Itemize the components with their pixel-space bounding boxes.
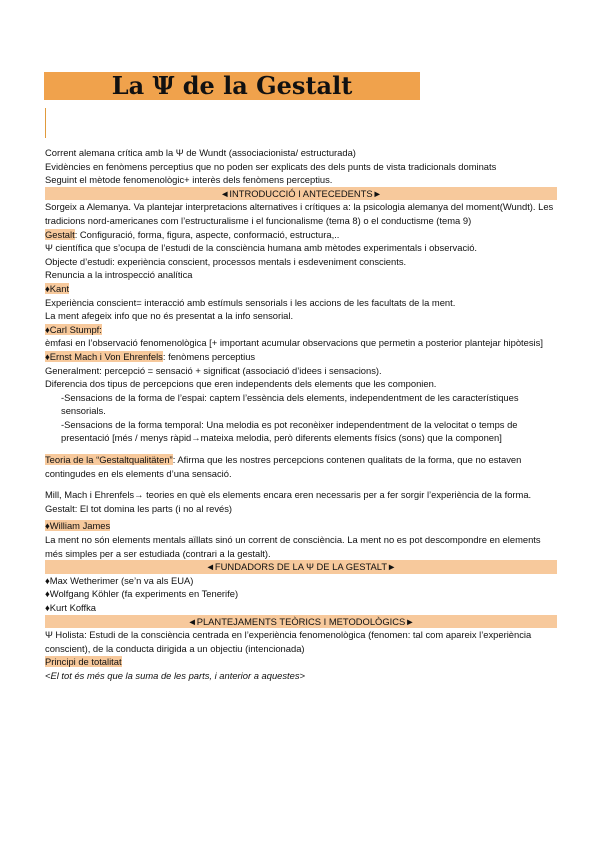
kant-line-2: La ment afegeix info que no és presentat a la info sensorial. (45, 310, 294, 322)
stumpf-label: ♦Carl Stumpf: (45, 323, 102, 335)
paragraph-holista: Ψ Holista: Estudi de la consciència centrada en l’experiència fenomenològica (fenomen: tal com apareix l’experiència conscient), de la conducta dirigida a un objectiu (intencionada) (45, 629, 532, 654)
james-label: ♦William James (45, 520, 111, 532)
intro-line-3: Seguint el mètode fenomenològic+ interès dels fenòmens perceptius. (45, 174, 333, 186)
james-text: La ment no són elements mentals aïllats sinó un corrent de consciència. La ment no es pot descompondre en elements més simples per a ser estudiada (contrari a la gestalt). (45, 534, 541, 559)
stumpf-heading (45, 323, 557, 337)
section-heading-theory: ◄PLANTEJAMENTS TEÒRICS I METODOLÒGICS► (45, 615, 557, 629)
kant-heading (45, 282, 557, 296)
intro-line-1: Corrent alemana crítica amb la Ψ de Wundt (associacionista/ estructurada) (45, 147, 356, 158)
principi-heading (45, 655, 557, 669)
founder-item: ♦Wolfgang Köhler (fa experiments en Tenerife) (45, 588, 239, 600)
paragraph-teoria (45, 453, 557, 480)
gestalt-label: Gestalt (45, 228, 75, 240)
mach-line-2: Diferencia dos tipus de percepcions que eren independents dels elements que les componien. (45, 378, 437, 390)
paragraph-psi-cientifica: Ψ científica que s’ocupa de l’estudi de la consciència humana amb mètodes experimentals i observació. (45, 242, 478, 254)
mach-line-4: -Sensacions de la forma temporal: Una melodia es pot reconèixer independentment de la velocitat o temps de presentació [més / menys ràpid→mateixa melodia, però diferents elements físics (sons) que la componen] (61, 418, 518, 444)
mach-text: : fenòmens perceptius (162, 350, 256, 362)
founder-item: ♦Kurt Koffka (45, 602, 96, 613)
paragraph-renuncia: Renuncia a la introspecció analítica (45, 269, 193, 281)
teoria-label: Teoria de la “Gestaltqualitäten” (45, 454, 173, 466)
paragraph-mill: Mill, Mach i Ehrenfels→ teories en què els elements encara eren necessaris per a fer sorgir l’experiència de la forma. Gestalt: El tot domina les parts (i no al revés) (45, 489, 532, 514)
principi-label: Principi de totalitat (45, 656, 122, 668)
intro-line-2: Evidències en fenòmens perceptius que no poden ser explicats des dels punts de vista tradicionals dominats (45, 160, 497, 172)
gestalt-text: : Configuració, forma, figura, aspecte, conformació, estructura,.. (74, 228, 340, 240)
mach-label: ♦Ernst Mach i Von Ehrenfels (45, 350, 163, 362)
paragraph-objecte: Objecte d’estudi: experiència conscient, processos mentals i esdeveniment conscients. (45, 255, 407, 267)
teoria-text: : Afirma que les nostres percepcions contenen qualitats de la forma, que no estaven contingudes en els elements d’una sensació. (45, 454, 522, 479)
page-title: La Ψ de la Gestalt (111, 71, 353, 100)
stumpf-text: èmfasi en l’observació fenomenològica [+ important acumular observacions que permetin a posterior plantejar hipòtesis] (45, 337, 543, 349)
text-cursor-mark (45, 108, 46, 138)
mach-line-3: -Sensacions de la forma de l’espai: captem l’essència dels elements, independentment de les característiques sensorials. (61, 391, 519, 417)
mach-line-1: Generalment: percepció = sensació + significat (associació d’idees i sensacions). (45, 364, 382, 376)
document-body (45, 146, 557, 683)
james-heading (45, 519, 557, 533)
kant-line-1: Experiència conscient= interacció amb estímuls sensorials i les accions de les facultats de la ment. (45, 296, 456, 308)
section-heading-founders: ◄FUNDADORS DE LA Ψ DE LA GESTALT► (45, 560, 557, 574)
founder-item: ♦Max Wetherimer (se’n va als EUA) (45, 574, 194, 586)
mach-heading (45, 350, 557, 364)
kant-label: ♦Kant (45, 282, 70, 294)
paragraph-gestalt (45, 228, 557, 242)
section-heading-intro: ◄INTRODUCCIÓ I ANTECEDENTS► (45, 187, 557, 201)
principi-text: <El tot és més que la suma de les parts, i anterior a aquestes> (45, 669, 306, 681)
paragraph-sorgeix: Sorgeix a Alemanya. Va plantejar interpretacions alternatives i crítiques a: la psicologia alemanya del moment(Wundt). Les tradicions nord-americanes com l’estructuralisme i el funcionalisme (tema 8) o el conductisme (tema 9) (45, 201, 554, 226)
